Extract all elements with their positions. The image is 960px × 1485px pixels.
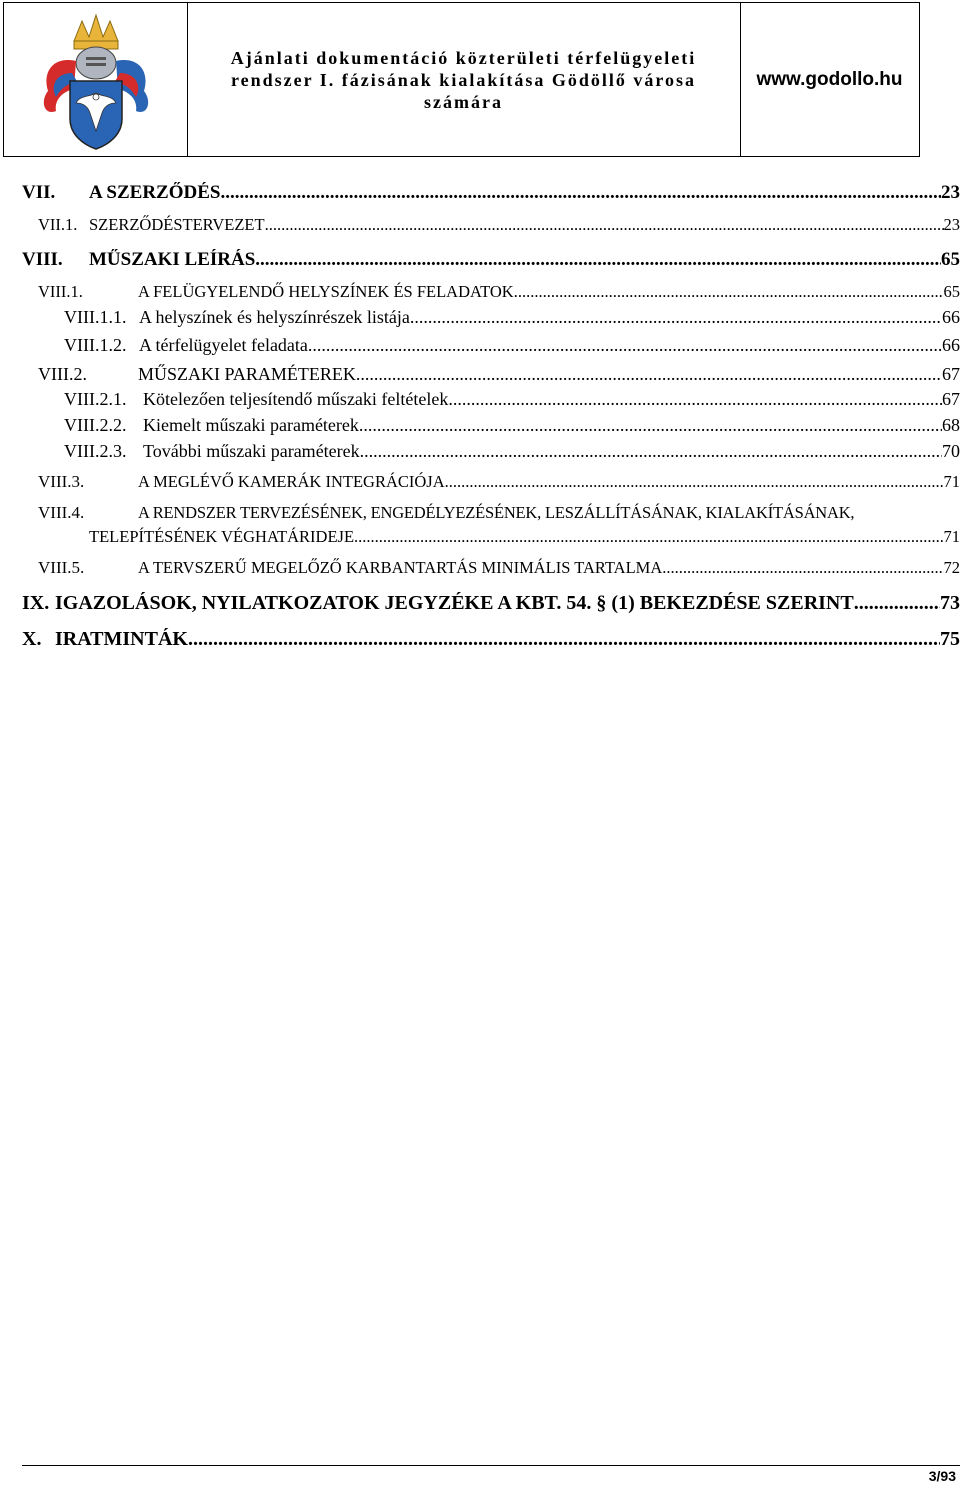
toc-entry-number: X.: [22, 628, 42, 650]
toc-leader: [410, 307, 942, 328]
toc-entry[interactable]: [0, 215, 960, 239]
toc-entry-number: VII.: [22, 182, 56, 203]
toc-entry-page: 66: [942, 307, 960, 327]
toc-entry-page: 65: [941, 249, 960, 270]
toc-leader: [188, 628, 940, 651]
toc-entry[interactable]: [0, 441, 960, 465]
toc-entry-title: A helyszínek és helyszínrészek listája: [139, 307, 410, 327]
toc-entry-title: Kiemelt műszaki paraméterek: [143, 415, 359, 435]
toc-leader: [220, 182, 941, 204]
toc-entry[interactable]: [0, 592, 960, 616]
toc-entry-page: 65: [943, 282, 960, 301]
toc-entry-number: VIII.5.: [38, 558, 85, 577]
toc-entry-title: MŰSZAKI LEÍRÁS: [89, 249, 256, 270]
toc-entry-title: Kötelezően teljesítendő műszaki feltételek: [143, 389, 449, 409]
toc-entry[interactable]: [0, 503, 960, 527]
document-title-cell: [187, 3, 741, 156]
logo-cell: [4, 3, 188, 156]
toc-entry-page: 75: [940, 628, 960, 650]
toc-entry[interactable]: [0, 182, 960, 206]
toc-entry-page: 71: [943, 527, 960, 546]
toc-leader: [448, 389, 942, 410]
toc-entry-page: 68: [942, 415, 960, 435]
toc-entry-number: VIII.1.2.: [64, 335, 127, 355]
toc-entry-number: VIII.2.2.: [64, 415, 127, 435]
toc-entry-title: IRATMINTÁK: [55, 628, 188, 650]
toc-entry-title: SZERZŐDÉSTERVEZET: [89, 215, 265, 234]
toc-entry[interactable]: [0, 628, 960, 652]
page-indicator: 3/93: [928, 1468, 956, 1484]
toc-leader: [854, 592, 940, 615]
toc-entry[interactable]: [0, 389, 960, 413]
toc-entry-number: VIII.1.1.: [64, 307, 127, 327]
toc-entry[interactable]: [0, 249, 960, 273]
toc-entry[interactable]: [0, 364, 960, 388]
website-link[interactable]: www.godollo.hu: [756, 68, 903, 90]
toc-leader: [360, 441, 942, 462]
toc-entry-title: TELEPÍTÉSÉNEK VÉGHATÁRIDEJE: [89, 527, 355, 546]
document-title: Ajánlati dokumentáció közterületi térfelügyeleti rendszer I. fázisának kialakítása Gödöllő városa számára: [230, 47, 697, 112]
toc-entry-page: 71: [943, 472, 960, 491]
toc-entry-number: VIII.2.: [38, 364, 87, 384]
toc-entry[interactable]: [0, 415, 960, 439]
toc-entry-continuation[interactable]: [0, 527, 960, 551]
toc-entry-page: 23: [943, 215, 960, 234]
toc-entry-number: IX.: [22, 592, 50, 614]
toc-entry-page: 67: [942, 389, 960, 409]
toc-entry-number: VIII.2.1.: [64, 389, 127, 409]
toc-entry[interactable]: [0, 335, 960, 359]
toc-leader: [308, 335, 942, 356]
toc-entry-title: A térfelügyelet feladata: [139, 335, 308, 355]
page-header: [3, 2, 920, 157]
toc-entry-page: 23: [941, 182, 960, 203]
toc-entry-title: A FELÜGYELENDŐ HELYSZÍNEK ÉS FELADATOK: [138, 282, 514, 301]
toc-entry-title: MŰSZAKI PARAMÉTEREK: [138, 364, 356, 384]
toc-leader: [356, 364, 942, 385]
toc-entry[interactable]: [0, 307, 960, 331]
toc-entry-title: További műszaki paraméterek: [143, 441, 360, 461]
toc-entry-number: VIII.3.: [38, 472, 85, 491]
toc-leader: [265, 215, 944, 235]
toc-entry-page: 72: [943, 558, 960, 577]
coat-of-arms-icon: [34, 11, 159, 153]
toc-entry-title: A SZERZŐDÉS: [89, 182, 221, 203]
toc-leader: [359, 415, 942, 436]
toc-entry-number: VII.1.: [38, 215, 78, 234]
toc-entry-title: A RENDSZER TERVEZÉSÉNEK, ENGEDÉLYEZÉSÉNEK, LESZÁLLÍTÁSÁNAK, KIALAKÍTÁSÁNAK,: [138, 503, 855, 522]
toc-entry-page: 70: [942, 441, 960, 461]
toc-leader: [354, 527, 943, 547]
toc-entry-title: A MEGLÉVŐ KAMERÁK INTEGRÁCIÓJA: [138, 472, 445, 491]
toc-entry-title: A TERVSZERŰ MEGELŐZŐ KARBANTARTÁS MINIMÁLIS TARTALMA: [138, 558, 663, 577]
toc-entry[interactable]: [0, 282, 960, 306]
toc-entry-page: 73: [940, 592, 960, 614]
toc-entry-number: VIII.: [22, 249, 63, 270]
footer-divider: [22, 1465, 960, 1466]
toc-leader: [514, 282, 944, 302]
toc-entry[interactable]: [0, 558, 960, 582]
toc-entry-page: 67: [942, 364, 960, 384]
toc-entry-number: VIII.2.3.: [64, 441, 127, 461]
toc-leader: [445, 472, 944, 492]
toc-entry-number: VIII.4.: [38, 503, 85, 522]
toc-entry-page: 66: [942, 335, 960, 355]
toc-entry-number: VIII.1.: [38, 282, 83, 301]
toc-entry[interactable]: [0, 472, 960, 496]
toc-entry-title: IGAZOLÁSOK, NYILATKOZATOK JEGYZÉKE A KBT. 54. § (1) BEKEZDÉSE SZERINT: [55, 592, 854, 614]
toc-leader: [255, 249, 941, 271]
website-cell: [740, 3, 919, 156]
toc-leader: [662, 558, 943, 578]
